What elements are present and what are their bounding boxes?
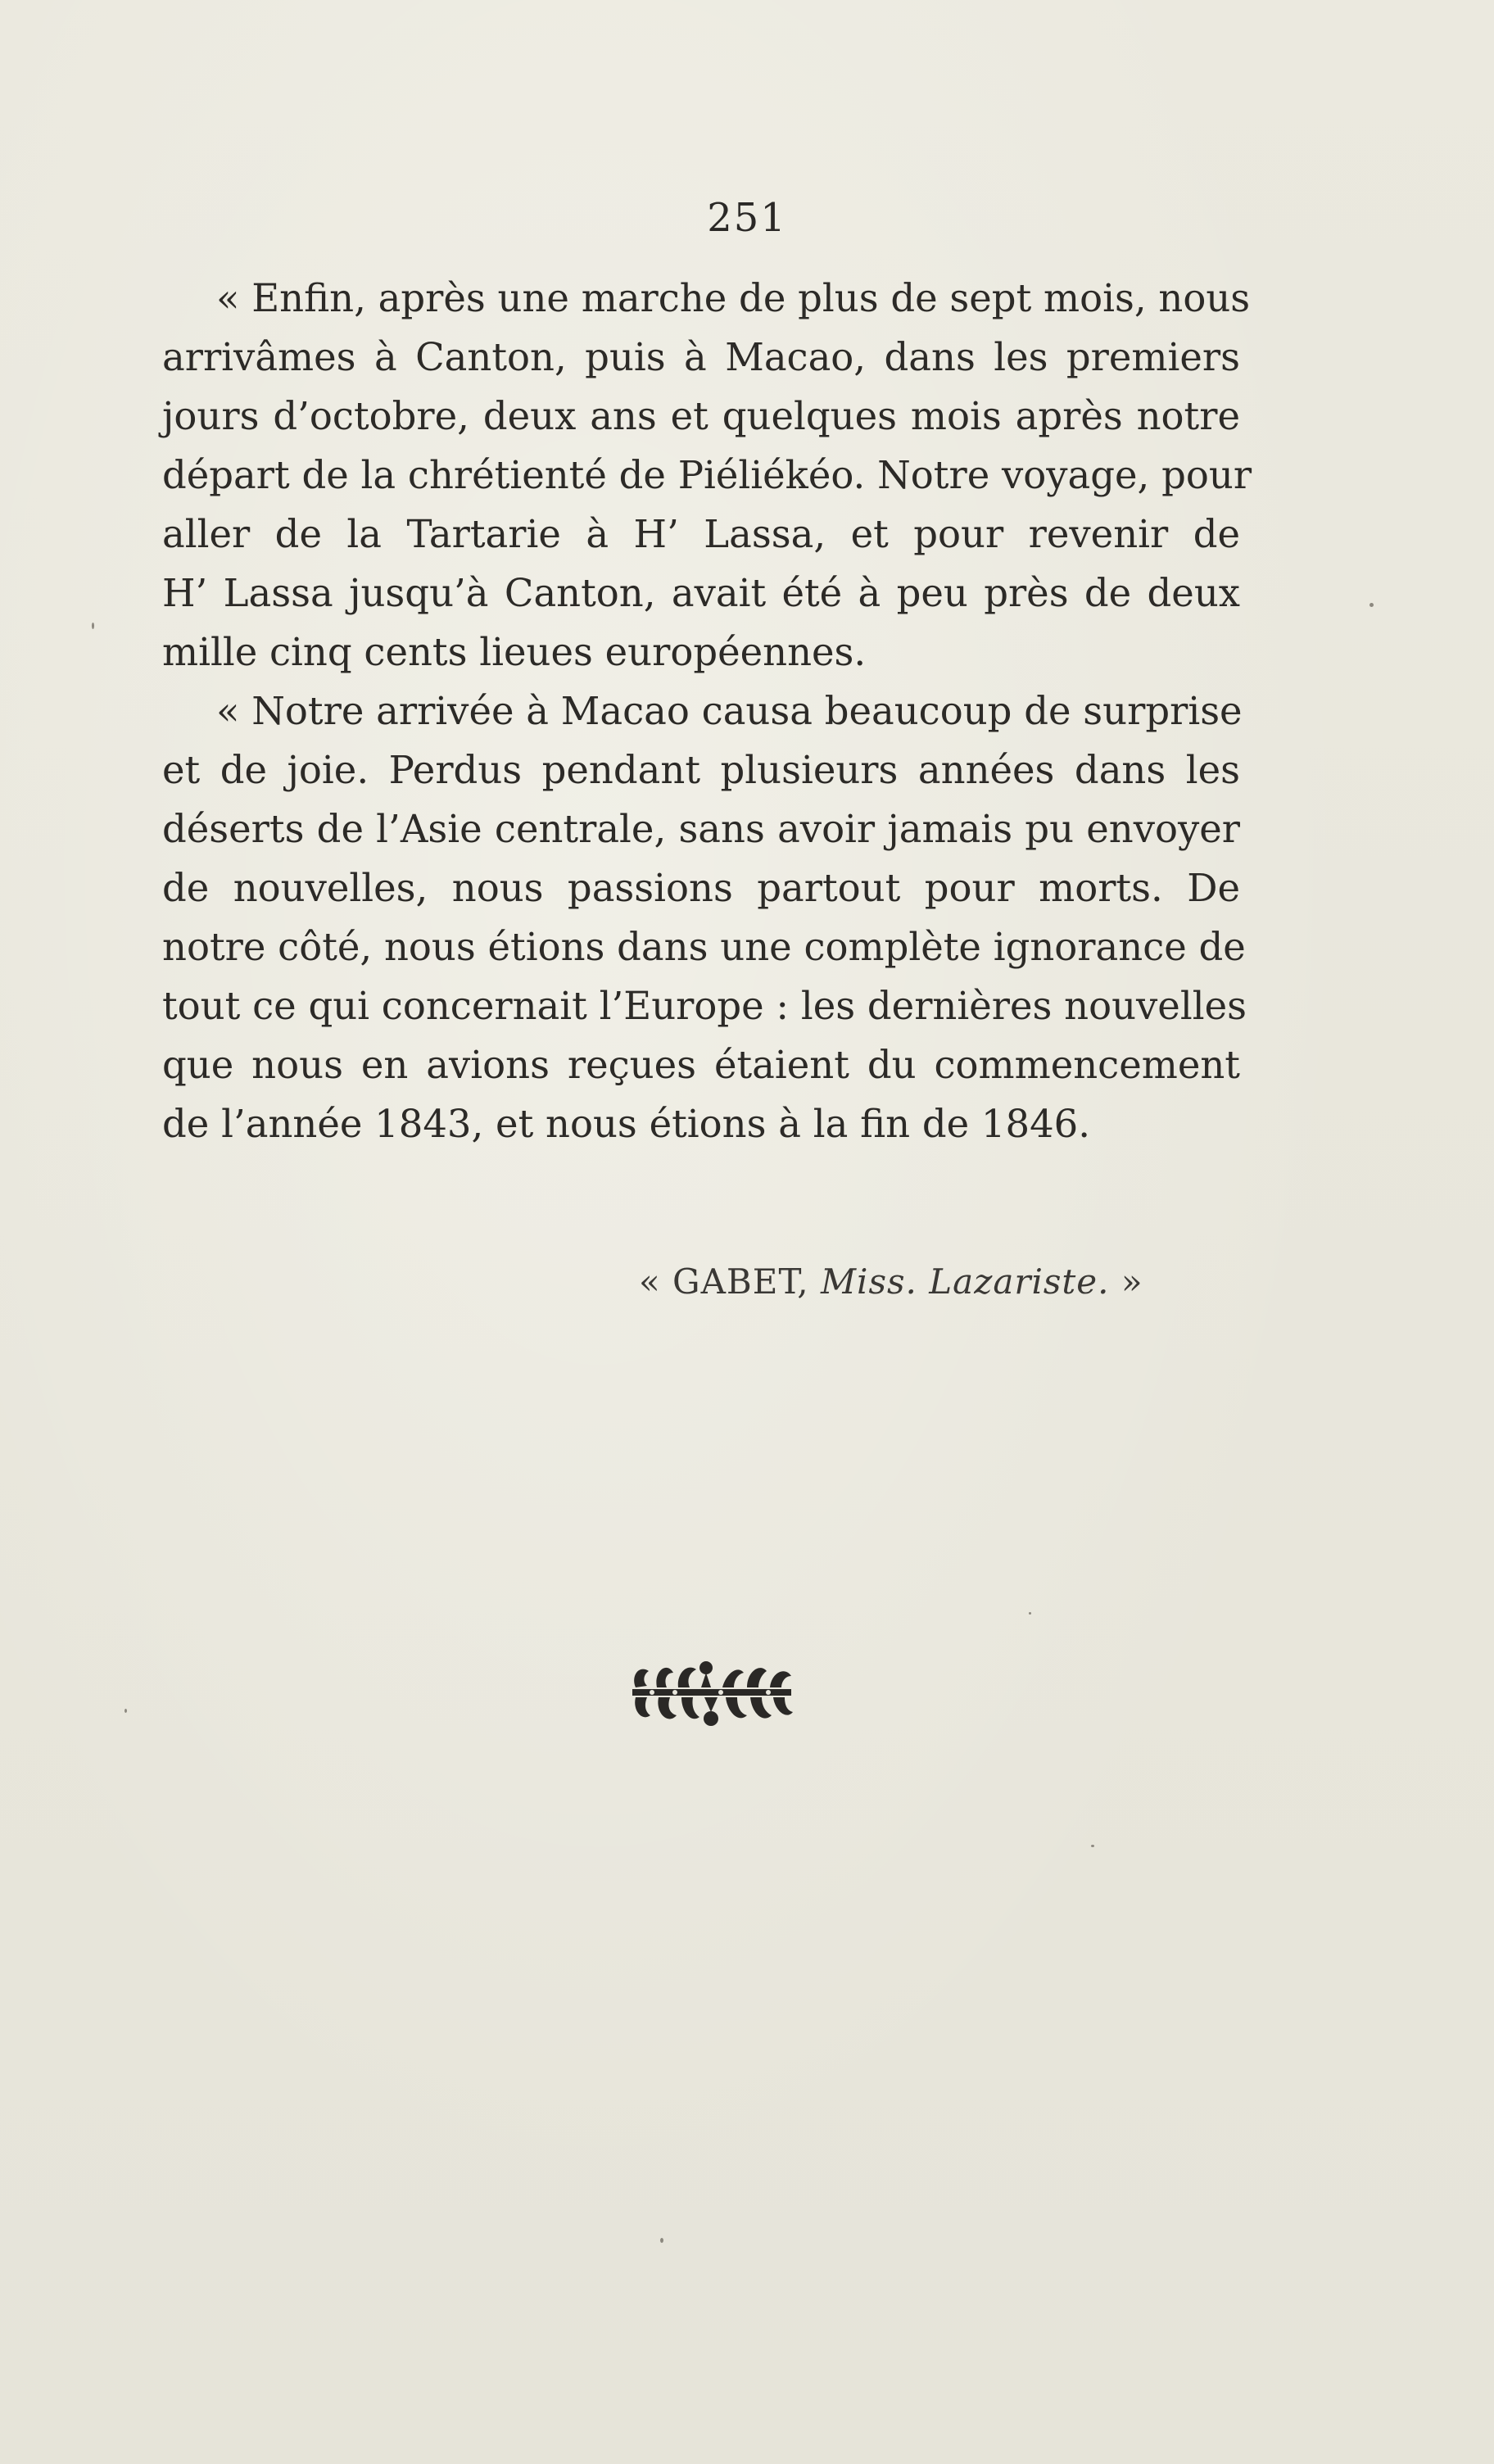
paper-speck: [1370, 603, 1374, 607]
text-line: jours d’octobre, deux ans et quelques mois après notre: [162, 394, 1240, 438]
signature-title: Miss. Lazariste.: [821, 1261, 1110, 1302]
text-line: aller de la Tartarie à H’ Lassa, et pour revenir de: [162, 512, 1240, 556]
paper-speck: [92, 623, 94, 629]
text-line: « Notre arrivée à Macao causa beaucoup de surprise: [216, 689, 1243, 733]
body-text: [162, 269, 1252, 1153]
paper-speck: [1029, 1612, 1031, 1615]
text-line: départ de la chrétienté de Piéliékéo. Notre voyage, pour: [162, 453, 1252, 497]
text-line: notre côté, nous étions dans une complète ignorance de: [162, 925, 1246, 969]
signature-name: « GABET,: [639, 1261, 809, 1302]
paper-speck: [124, 1709, 127, 1713]
text-line: et de joie. Perdus pendant plusieurs années dans les: [162, 748, 1240, 792]
text-line: « Enfin, après une marche de plus de sept mois, nous: [216, 276, 1251, 320]
signature: [639, 1261, 1212, 1302]
floral-ornament-icon: [624, 1646, 799, 1738]
paper-speck: [1091, 1845, 1094, 1847]
text-line: déserts de l’Asie centrale, sans avoir jamais pu envoyer: [162, 807, 1240, 851]
text-line: de nouvelles, nous passions partout pour morts. De: [162, 866, 1240, 910]
paper-speck: [660, 2238, 663, 2243]
text-line: tout ce qui concernait l’Europe : les dernières nouvelles: [162, 984, 1247, 1028]
text-line: que nous en avions reçues étaient du commencement: [162, 1043, 1240, 1087]
text-line: de l’année 1843, et nous étions à la fin de 1846.: [162, 1102, 1091, 1146]
text-line: arrivâmes à Canton, puis à Macao, dans les premiers: [162, 335, 1240, 379]
paragraph-2: [162, 682, 1247, 1153]
paragraph-1: [162, 269, 1252, 682]
text-line: mille cinq cents lieues européennes.: [162, 630, 867, 674]
signature-close-quote: »: [1120, 1261, 1143, 1302]
page-number: 251: [707, 195, 787, 241]
text-line: H’ Lassa jusqu’à Canton, avait été à peu près de deux: [162, 571, 1240, 615]
